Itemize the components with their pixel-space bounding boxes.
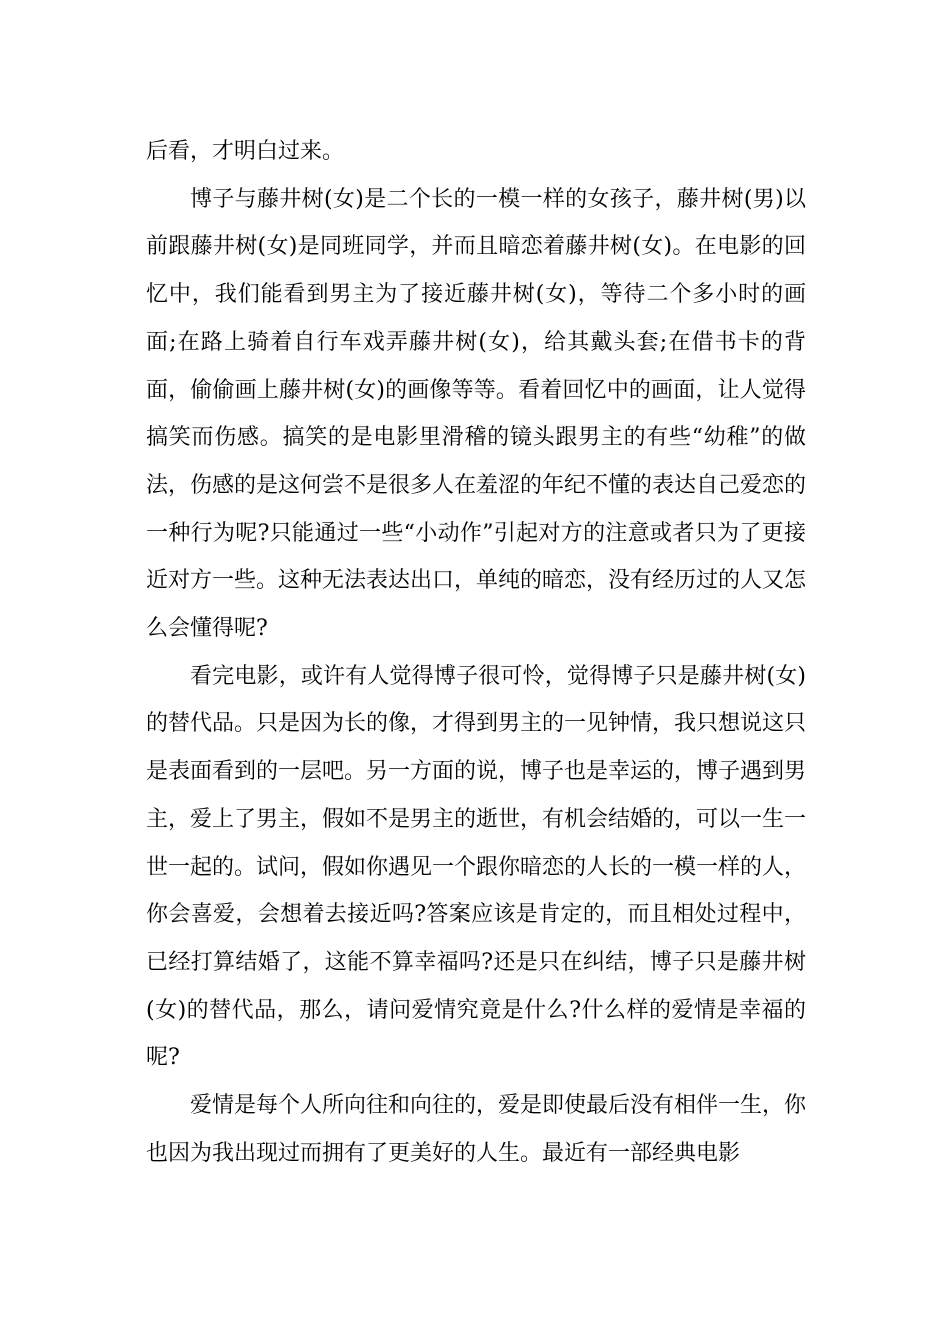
paragraph-secret-love: 博子与藤井树(女)是二个长的一模一样的女孩子，藤井树(男)以前跟藤井树(女)是同班同学，并而且暗恋着藤井树(女)。在电影的回忆中，我们能看到男主为了接近藤井树(女)，等待二个多小时的画面;在路上骑着自行车戏弄藤井树(女)，给其戴头套;在借书卡的背面，偷偷画上藤井树(女)的画像等等。看着回忆中的画面，让人觉得搞笑而伤感。搞笑的是电影里滑稽的镜头跟男主的有些“幼稚”的做法，伤感的是这何尝不是很多人在羞涩的年纪不懂的表达自己爱恋的一种行为呢?只能通过一些“小动作”引起对方的注意或者只为了更接近对方一些。这种无法表达出口，单纯的暗恋，没有经历过的人又怎么会懂得呢? bbox=[146, 186, 807, 642]
paragraph-love-meaning: 爱情是每个人所向往和向往的，爱是即使最后没有相伴一生，你也因为我出现过而拥有了更美好的人生。最近有一部经典电影 bbox=[146, 1093, 807, 1166]
document-body bbox=[146, 128, 806, 1177]
paragraph-continuation: 后看，才明白过来。 bbox=[146, 139, 345, 164]
paragraph-hiroko: 看完电影，或许有人觉得博子很可怜，觉得博子只是藤井树(女)的替代品。只是因为长的像，才得到男主的一见钟情，我只想说这只是表面看到的一层吧。另一方面的说，博子也是幸运的，博子遇到男主，爱上了男主，假如不是男主的逝世，有机会结婚的，可以一生一世一起的。试问，假如你遇见一个跟你暗恋的人长的一模一样的人，你会喜爱，会想着去接近吗?答案应该是肯定的，而且相处过程中，已经打算结婚了，这能不算幸福吗?还是只在纠结，博子只是藤井树(女)的替代品，那么，请问爱情究竟是什么?什么样的爱情是幸福的呢? bbox=[146, 663, 807, 1071]
